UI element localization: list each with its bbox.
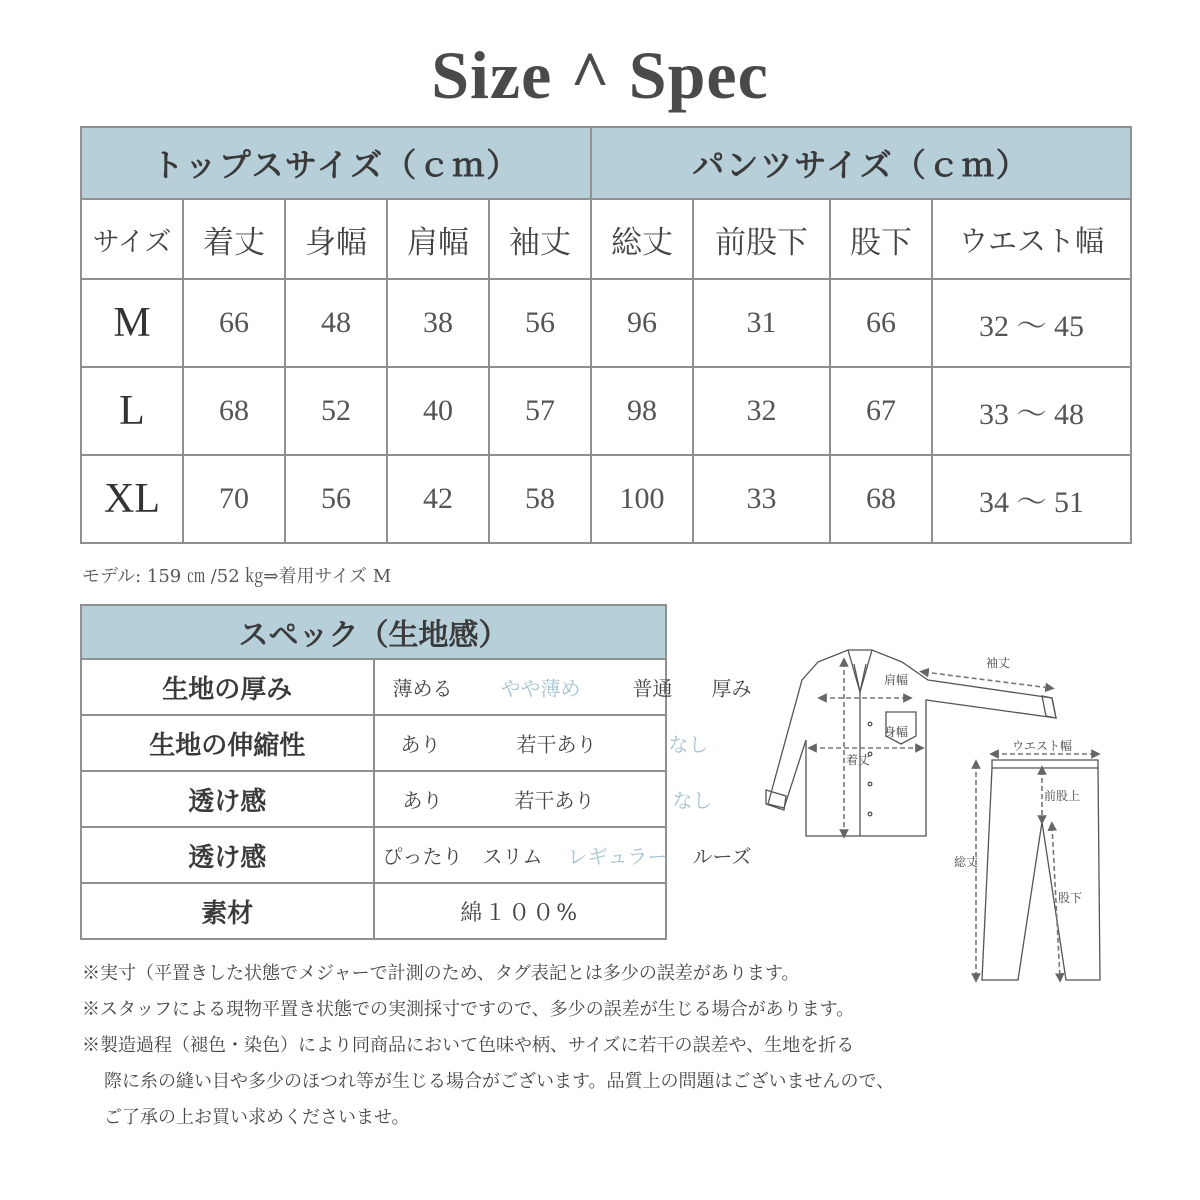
column-header: 袖丈	[489, 199, 591, 279]
table-row	[81, 279, 1131, 367]
table-cell: 48	[285, 279, 387, 367]
model-note: モデル: 159 ㎝ /52 ㎏⇒着用サイズ M	[82, 566, 392, 587]
spec-label: 素材	[81, 883, 374, 939]
notes	[82, 956, 894, 1136]
spec-row	[81, 883, 666, 939]
table-cell: 33	[693, 455, 830, 543]
table-cell: 56	[285, 455, 387, 543]
spec-label: 透け感	[81, 827, 374, 883]
table-cell: 67	[830, 367, 932, 455]
spec-options	[374, 659, 752, 715]
spec-option-selected: なし	[668, 732, 709, 757]
table-cell: 33 ～ 48	[932, 367, 1131, 455]
table-cell: 58	[489, 455, 591, 543]
spec-row	[81, 771, 666, 827]
table-cell: 56	[489, 279, 591, 367]
measurement-arrows	[812, 662, 1096, 978]
size-label: XL	[81, 455, 183, 543]
table-row	[81, 455, 1131, 543]
table-cell: 42	[387, 455, 489, 543]
spec-table	[80, 604, 752, 940]
body-width-label: 身幅	[884, 725, 909, 739]
spec-option: あり	[402, 788, 443, 813]
column-header: ウエスト幅	[932, 199, 1131, 279]
spec-options	[374, 771, 713, 827]
table-cell: 52	[285, 367, 387, 455]
table-cell: 40	[387, 367, 489, 455]
table-cell: 32 ～ 45	[932, 279, 1131, 367]
note-line: 際に糸の縫い目や多少のほつれ等が生じる場合がございます。品質上の問題はございませんので、	[104, 1071, 895, 1092]
spec-option-selected: やや薄め	[500, 676, 581, 701]
table-cell: 38	[387, 279, 489, 367]
pants-outline	[982, 760, 1100, 980]
size-table	[80, 126, 1132, 544]
spec-option: スリム	[482, 844, 543, 869]
spec-option-selected: レギュラー	[567, 844, 668, 869]
material-value: 綿１００%	[374, 883, 667, 939]
table-cell: 70	[183, 455, 285, 543]
table-cell: 66	[183, 279, 285, 367]
size-label: M	[81, 279, 183, 367]
spec-options	[374, 827, 752, 883]
spec-row	[81, 827, 666, 883]
table-cell: 31	[693, 279, 830, 367]
page-title: Size ^ Spec	[431, 37, 769, 113]
total-length-label: 総丈	[954, 855, 979, 869]
table-cell: 57	[489, 367, 591, 455]
spec-option-selected: なし	[672, 788, 713, 813]
spec-option: 薄める	[392, 676, 453, 701]
front-rise-label: 前股上	[1044, 789, 1081, 803]
column-header: 総丈	[591, 199, 693, 279]
column-header: 股下	[830, 199, 932, 279]
sleeve-label: 袖丈	[986, 656, 1011, 670]
spec-option: ルーズ	[692, 844, 752, 869]
note-line: ※スタッフによる現物平置き状態での実測採寸ですので、多少の誤差が生じる場合があります。	[82, 999, 855, 1020]
table-row	[81, 367, 1131, 455]
column-header: 肩幅	[387, 199, 489, 279]
spec-label: 生地の伸縮性	[81, 715, 374, 771]
column-header: 着丈	[183, 199, 285, 279]
note-line: ※製造過程（褪色・染色）により同商品において色味や柄、サイズに若干の誤差や、生地を折る	[82, 1035, 855, 1056]
spec-row	[81, 659, 666, 715]
table-cell: 100	[591, 455, 693, 543]
note-line: ご了承の上お買い求めくださいませ。	[104, 1107, 410, 1128]
tops-size-header: トップスサイズ（ｃｍ）	[81, 127, 591, 199]
length-label: 着丈	[846, 753, 871, 767]
spec-header: スペック（生地感）	[81, 605, 666, 659]
table-cell: 32	[693, 367, 830, 455]
spec-option: あり	[400, 732, 441, 757]
column-header: 前股下	[693, 199, 830, 279]
column-header: サイズ	[81, 199, 183, 279]
table-cell: 66	[830, 279, 932, 367]
spec-option: ぴったり	[382, 844, 463, 869]
size-label: L	[81, 367, 183, 455]
spec-option: 厚み	[711, 676, 752, 701]
spec-option: 若干あり	[514, 788, 595, 813]
shoulder-label: 肩幅	[884, 673, 909, 687]
inseam-label: 股下	[1058, 891, 1083, 905]
spec-option: 普通	[632, 676, 673, 701]
spec-label: 透け感	[81, 771, 374, 827]
spec-option: 若干あり	[516, 732, 597, 757]
pants-size-header: パンツサイズ（ｃｍ）	[591, 127, 1131, 199]
table-cell: 98	[591, 367, 693, 455]
spec-options	[374, 715, 709, 771]
table-cell: 34 ～ 51	[932, 455, 1131, 543]
spec-label: 生地の厚み	[81, 659, 374, 715]
waist-label: ウエスト幅	[1012, 739, 1073, 753]
table-cell: 96	[591, 279, 693, 367]
column-header: 身幅	[285, 199, 387, 279]
spec-row	[81, 715, 666, 771]
note-line: ※実寸（平置きした状態でメジャーで計測のため、タグ表記とは多少の誤差があります。	[82, 963, 800, 984]
table-cell: 68	[183, 367, 285, 455]
pajama-measurement-diagram	[760, 640, 1120, 990]
table-cell: 68	[830, 455, 932, 543]
